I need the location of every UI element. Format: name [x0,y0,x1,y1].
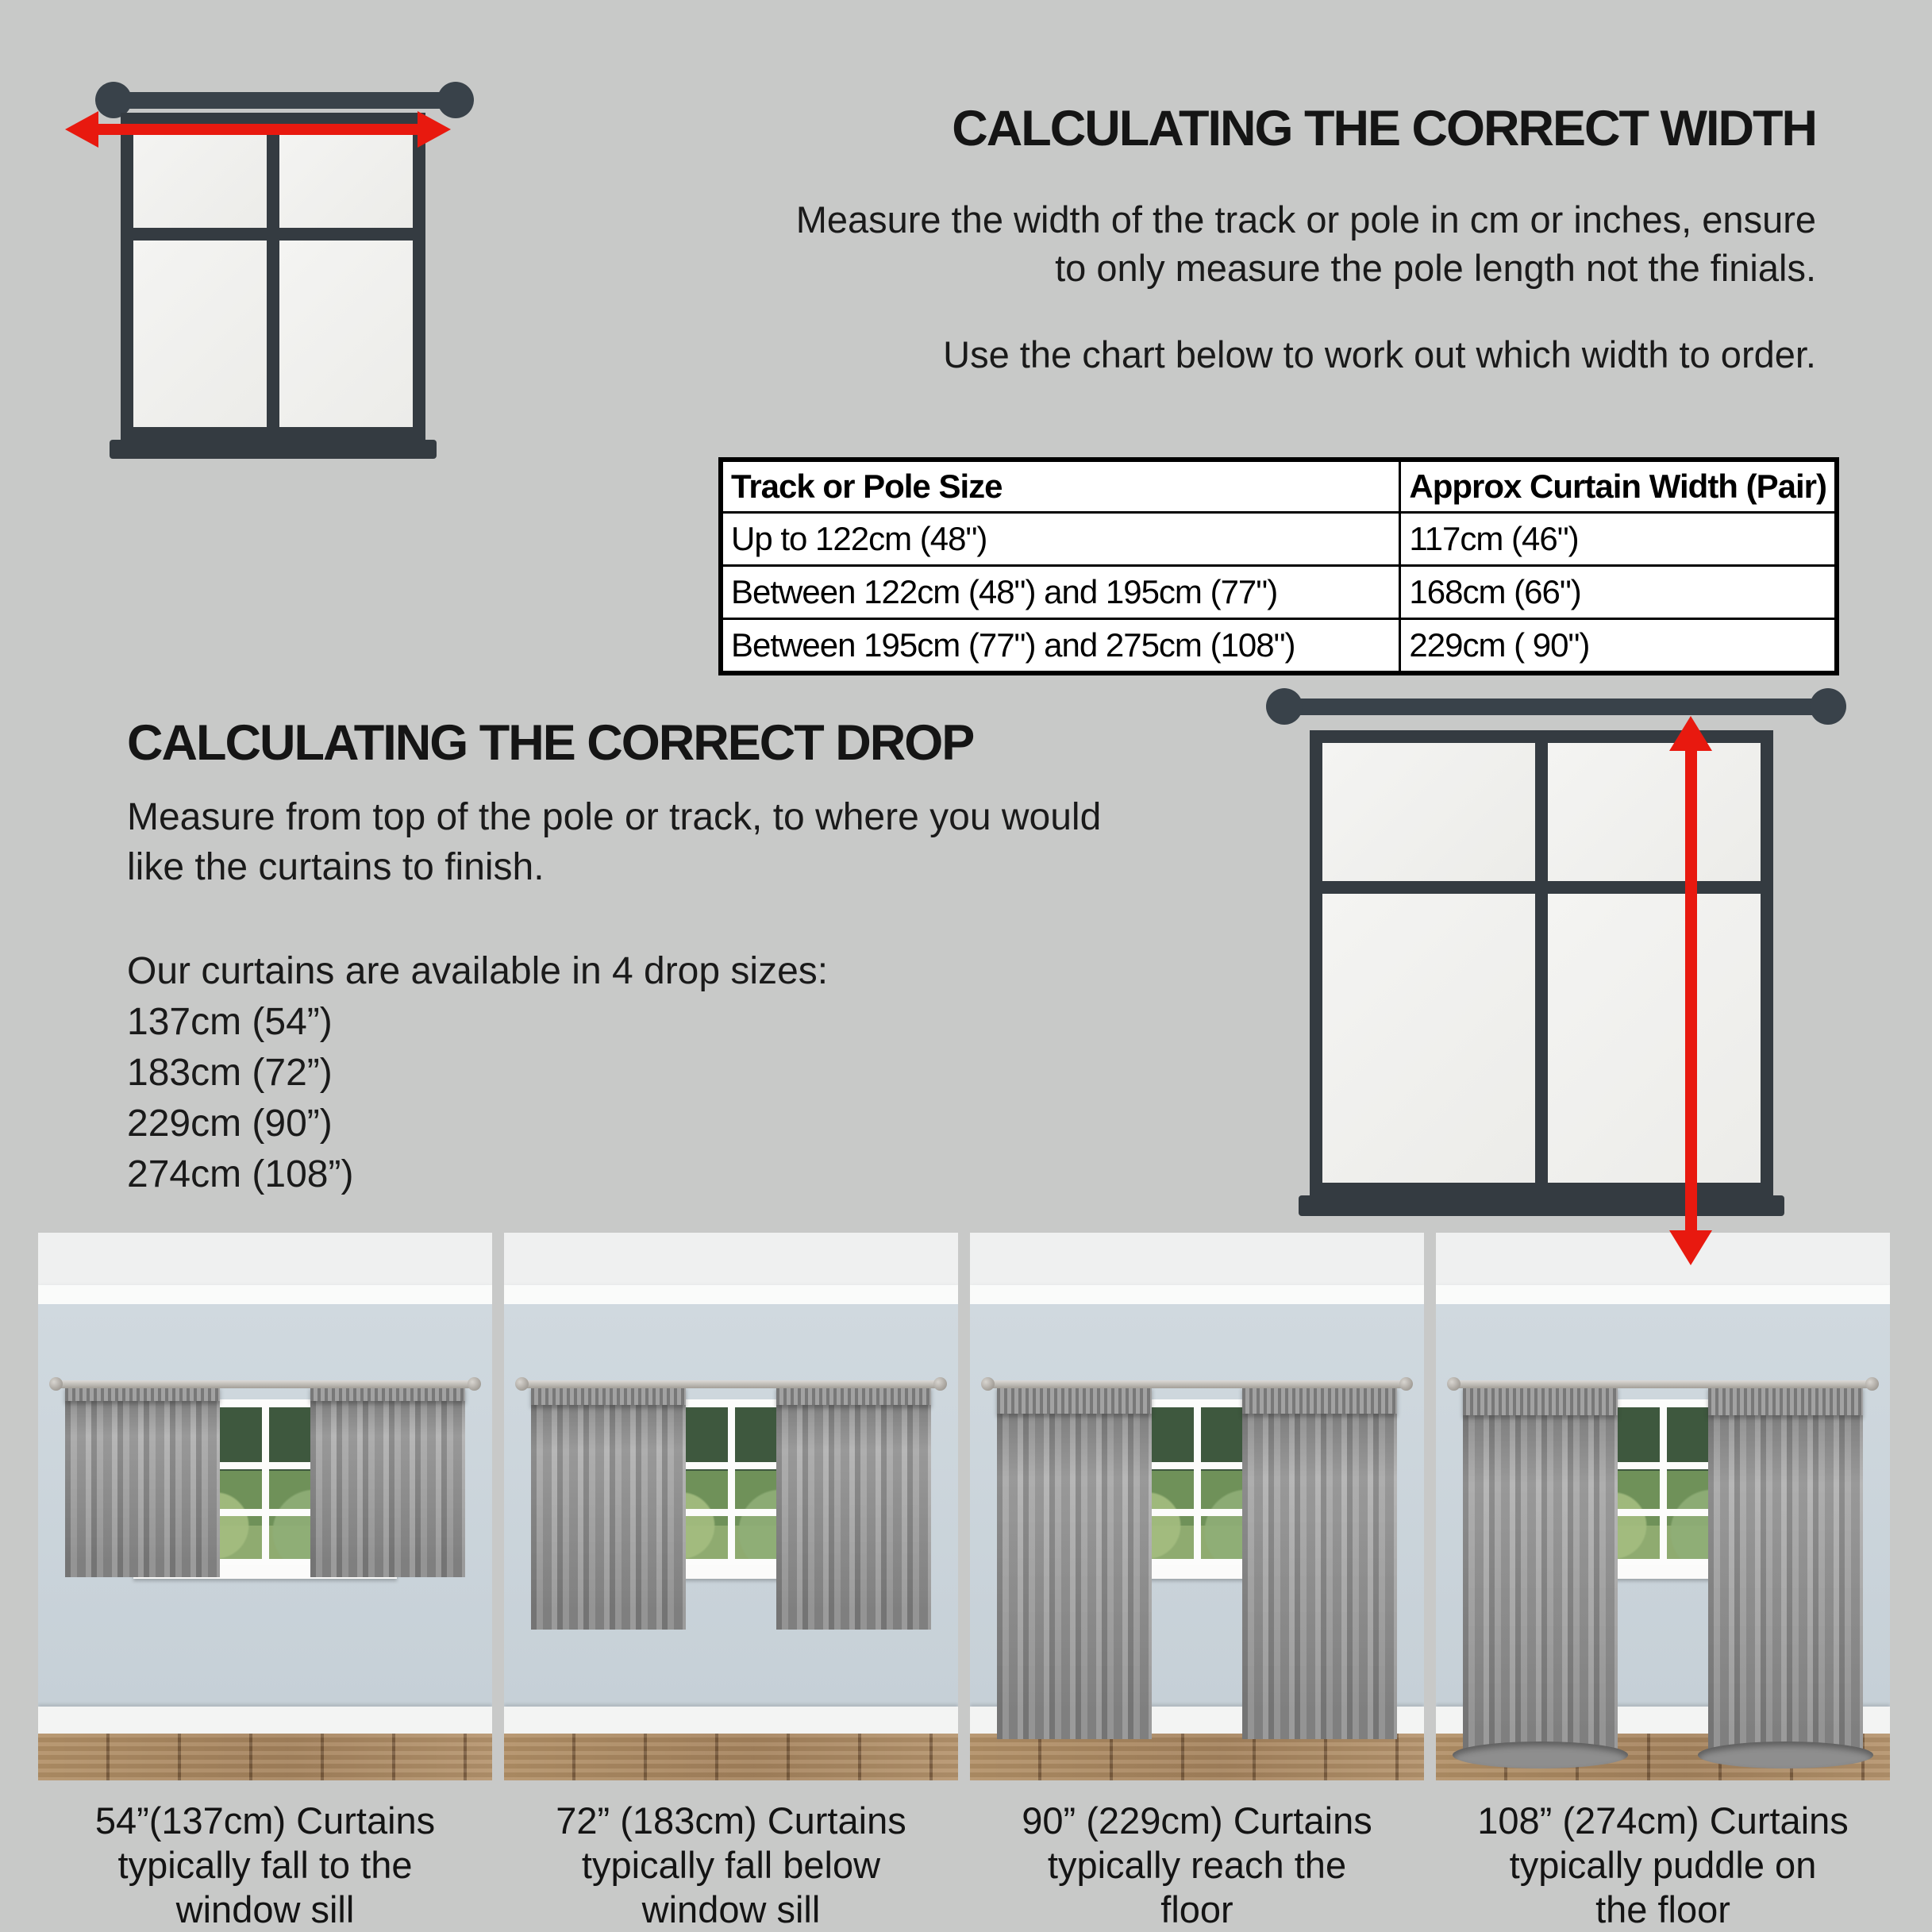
caption-108-inch [1436,1799,1890,1932]
arrow-down-head-icon [1669,1230,1712,1265]
table-cell: Between 122cm (48") and 195cm (77") [721,566,1400,619]
window-mullion [262,1407,269,1558]
caption-line: the floor [1595,1888,1730,1930]
caption-line: window sill [641,1888,821,1930]
paragraph-line: like the curtains to finish. [127,846,545,888]
crown-molding [970,1285,1424,1304]
paragraph-line: Measure the width of the track or pole in cm or inches, ensure [795,198,1816,241]
crown-molding [504,1285,958,1304]
skirting-board [38,1707,492,1735]
curtain-width-table [718,457,1839,675]
room-curtain-pole [54,1380,476,1388]
caption-line: window sill [175,1888,355,1930]
upper-wall [38,1233,492,1285]
drop-size-item: 183cm (72”) [127,1052,333,1094]
window-sill-graphic [110,440,437,459]
table-row [721,566,1837,619]
width-section-heading: CALCULATING THE CORRECT WIDTH [952,101,1816,156]
wood-floor [38,1734,492,1780]
window-pane [133,241,267,427]
arrow-shaft [89,124,427,135]
drop-size-item: 274cm (108”) [127,1153,354,1195]
pole-graphic-drop [1287,699,1826,715]
drop-size-item: 137cm (54”) [127,1001,333,1043]
skirting-board [504,1707,958,1735]
window-pane [1322,743,1535,881]
upper-wall [970,1233,1424,1285]
caption-72-inch [504,1799,958,1932]
drop-section-heading: CALCULATING THE CORRECT DROP [127,715,974,771]
wood-floor [504,1734,958,1780]
caption-line: 72” (183cm) Curtains [556,1799,906,1842]
window-mullion [728,1407,735,1558]
width-section-paragraph [796,195,1816,292]
photo-curtains-72-inch [504,1233,958,1780]
table-row [721,513,1837,566]
caption-line: typically fall to the [117,1844,413,1886]
caption-line: typically puddle on [1509,1844,1817,1886]
curtain-right [310,1386,464,1578]
curtain-left [65,1386,219,1578]
width-measure-arrow-icon [65,111,451,148]
curtain-right [1708,1386,1862,1761]
width-section-paragraph-2: Use the chart below to work out which width to order. [943,333,1816,375]
column-header-curtain-width: Approx Curtain Width (Pair) [1400,460,1837,513]
window-pane [1322,894,1535,1183]
room-curtain-pole [986,1380,1408,1388]
photo-captions [38,1799,1890,1932]
window-mullion [1660,1407,1667,1558]
table-cell: Up to 122cm (48") [721,513,1400,566]
photo-curtains-90-inch [970,1233,1424,1780]
upper-wall [504,1233,958,1285]
caption-line: floor [1160,1888,1233,1930]
window-pane [279,241,413,427]
caption-line: 90” (229cm) Curtains [1022,1799,1372,1842]
table-header-row [721,460,1837,513]
drop-size-item: 229cm (90”) [127,1103,333,1145]
photo-curtains-108-inch [1436,1233,1890,1780]
table-cell: 229cm ( 90") [1400,619,1837,674]
table-cell: 168cm (66") [1400,566,1837,619]
room-curtain-pole [1452,1380,1874,1388]
window-graphic-width [121,113,425,440]
drop-example-photos [38,1233,1890,1780]
table-row [721,619,1837,674]
drop-section-paragraph [127,792,1101,892]
crown-molding [38,1285,492,1304]
curtain-left [531,1386,685,1630]
table-cell: 117cm (46") [1400,513,1837,566]
drop-sizes-intro: Our curtains are available in 4 drop sizes: [127,950,829,992]
caption-54-inch [38,1799,492,1932]
curtain-right [1242,1386,1396,1739]
table-cell: Between 195cm (77") and 275cm (108") [721,619,1400,674]
caption-line: typically fall below [581,1844,881,1886]
caption-90-inch [970,1799,1424,1932]
drop-sizes-list [127,946,828,1200]
photo-curtains-54-inch [38,1233,492,1780]
paragraph-line: Measure from top of the pole or track, to where you would [127,796,1102,838]
column-header-track-size: Track or Pole Size [721,460,1400,513]
crown-molding [1436,1285,1890,1304]
pole-finial-icon [1266,688,1303,725]
caption-line: 108” (274cm) Curtains [1477,1799,1849,1842]
pole-graphic-width [116,92,453,109]
curtain-left [997,1386,1151,1739]
arrow-shaft [1685,740,1697,1241]
curtain-left [1463,1386,1617,1761]
room-curtain-pole [520,1380,942,1388]
wood-floor [970,1734,1424,1780]
window-pane [1548,894,1761,1183]
window-pane [1548,743,1761,881]
paragraph-line: to only measure the pole length not the finials. [1055,247,1816,289]
curtain-right [776,1386,930,1630]
upper-wall [1436,1233,1890,1285]
arrow-right-head-icon [418,111,451,148]
pole-finial-icon [1810,688,1846,725]
window-mullion [1194,1407,1201,1558]
drop-measure-arrow-icon [1669,716,1712,1265]
caption-line: 54”(137cm) Curtains [94,1799,436,1842]
caption-line: typically reach the [1047,1844,1347,1886]
